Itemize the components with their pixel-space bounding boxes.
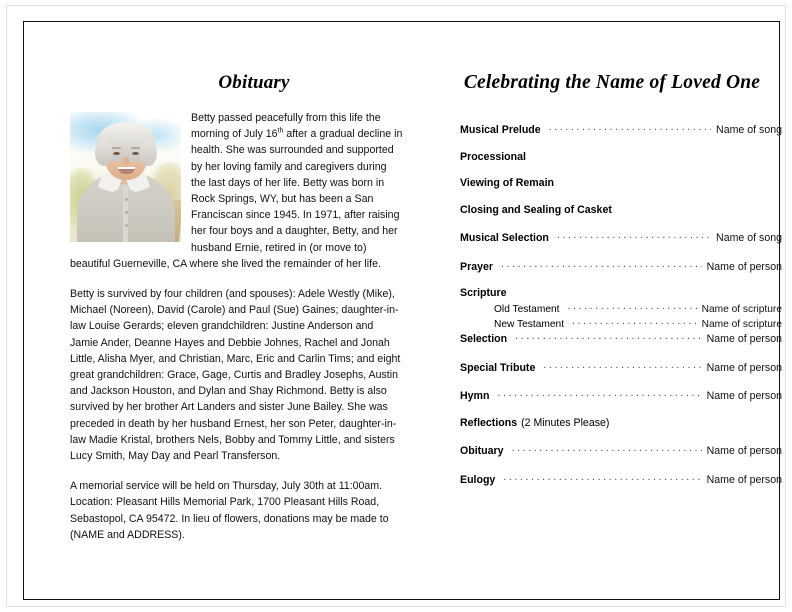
program-item-value: Name of person <box>706 473 782 486</box>
obituary-heading: Obituary <box>218 72 290 93</box>
program-list <box>442 122 782 486</box>
ordinal-suffix: th <box>277 127 284 135</box>
program-item-label: Musical Prelude <box>460 124 541 136</box>
photo-shirt-button <box>125 198 128 201</box>
photo-eyebrow-right <box>131 147 140 149</box>
program-item-dot-leader <box>501 259 702 270</box>
photo-shirt-placket <box>123 186 128 242</box>
program-row <box>460 301 782 315</box>
program-item-label: Processional <box>460 150 526 163</box>
program-row <box>460 259 782 273</box>
program-row <box>460 443 782 457</box>
program-row <box>460 472 782 486</box>
program-item-dot-leader <box>543 360 701 371</box>
program-row <box>460 230 782 244</box>
photo-hair-right <box>139 140 157 166</box>
photo-eye-right <box>132 152 139 155</box>
page-inner-border <box>23 21 780 600</box>
photo-eyebrow-left <box>112 147 121 149</box>
program-item-dot-leader <box>512 443 702 454</box>
program-item-label: Viewing of Remain <box>460 177 554 189</box>
program-item-label: New Testament <box>494 319 565 330</box>
program-item-dot-leader <box>503 472 701 483</box>
program-row <box>460 204 782 216</box>
program-item-label: Scripture <box>460 287 507 299</box>
program-row <box>460 151 782 163</box>
obituary-paragraph-3: A memorial service will be held on Thursday, July 30th at 11:00am. Location: Pleasant Hills Memorial Park, 1700 Pleasant Hills Road, Sebastopol, CA 95472. In lieu of flowers, donations may be made to (NAME and ADDRESS). <box>70 480 389 541</box>
portrait-photo <box>70 112 181 242</box>
obituary-p1-before-sup: Betty passed peacefully from this life the morning of July 16 <box>191 112 381 141</box>
obituary-p1-after-sup: after a gradual decline in health. She was surrounded and supported by her loving family and caregivers during the last days of her life. Betty was born in Rock Springs, WY, but has been a San Franciscan since 1945. In 1971, after raising her four boys and a daughter, Betty, and her husband Ernie, retired in (or move to) beautiful Guerneville, CA where she lived the remainder of her life. <box>70 128 403 270</box>
program-item-label: Musical Selection <box>460 232 549 244</box>
program-item-label: Special Tribute <box>460 361 536 374</box>
photo-shirt-button <box>125 211 128 214</box>
program-item-value: Name of scripture <box>701 304 782 315</box>
program-column <box>442 72 782 592</box>
program-item-value: Name of song <box>716 232 782 244</box>
program-item-dot-leader <box>497 388 701 399</box>
program-item-dot-leader <box>572 316 697 327</box>
program-item-label: Obituary <box>460 445 504 457</box>
program-item-label: Hymn <box>460 390 490 402</box>
photo-eye-left <box>113 152 120 155</box>
program-row <box>460 287 782 299</box>
program-item-label: Prayer <box>460 260 493 273</box>
program-item-label: Eulogy <box>460 473 496 486</box>
program-item-note: (2 Minutes Please) <box>521 416 610 429</box>
program-item-value: Name of person <box>706 445 782 457</box>
program-row <box>460 331 782 345</box>
obituary-column <box>70 72 404 592</box>
program-item-dot-leader <box>568 301 697 312</box>
program-item-label: Reflections <box>460 416 518 429</box>
program-row <box>460 417 782 429</box>
program-item-label: Selection <box>460 333 508 345</box>
program-item-value: Name of person <box>706 390 782 402</box>
program-row <box>460 316 782 330</box>
program-item-value: Name of person <box>706 333 782 345</box>
photo-hair-left <box>95 140 113 166</box>
obituary-paragraph-2: Betty is survived by four children (and spouses): Adele Westly (Mike), Michael (Noreen), David (Carole) and Paul (Sue) Gaines; daughter-in-law Louise Gerards; eleven grandchildren: Justine Anderson and Jamie Ander, Deanne Hayes and Debbie Johnes, Rachel and Jonah Little, Alisha Myer, and Christian, Marc, Eric and Carlin Tims; and eight great grandchildren: Grace, Gage, Curtis and Bradley Josephs, Austin and Jackson Houston, and Dylan and Shay Richmond. Betty is also survived by her brother Art Landers and sister June Bailey. She was preceded in death by her husband Ernest, her son Peter, daughter-in-law Madie Kristal, brothers Nels, Bobby and Tommy Little, and sisters Lucy Smith, May Day and Pearl Transferson. <box>70 288 401 463</box>
program-item-value: Name of scripture <box>701 319 782 330</box>
program-item-label: Old Testament <box>494 304 560 315</box>
program-item-value: Name of person <box>706 260 782 273</box>
photo-nose <box>123 157 129 165</box>
celebration-heading: Celebrating the Name of Loved One <box>463 72 761 93</box>
program-row <box>460 122 782 136</box>
program-item-dot-leader <box>549 122 711 133</box>
program-item-label: Closing and Sealing of Casket <box>460 203 612 216</box>
program-row <box>460 177 782 189</box>
program-item-dot-leader <box>557 230 711 241</box>
program-row <box>460 388 782 402</box>
program-item-value: Name of song <box>716 124 782 136</box>
program-row <box>460 360 782 374</box>
program-item-value: Name of person <box>706 361 782 374</box>
program-item-dot-leader <box>515 331 702 342</box>
photo-shirt-button <box>125 224 128 227</box>
page-outer-frame <box>6 5 786 607</box>
